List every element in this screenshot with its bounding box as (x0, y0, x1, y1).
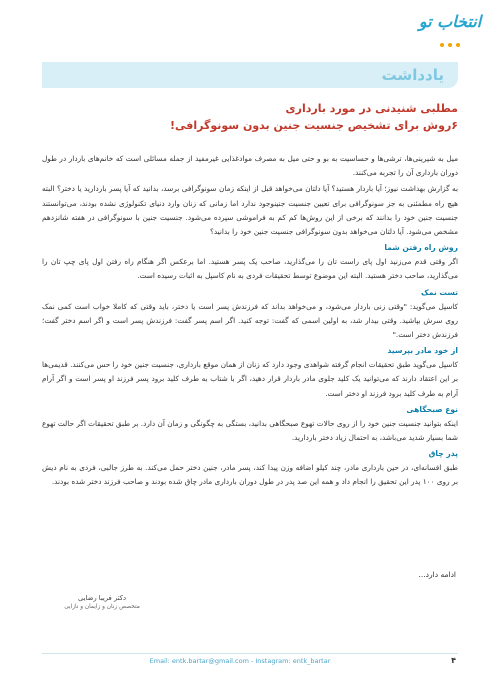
subheading-morning-sickness: نوع صبحگاهی (406, 404, 458, 414)
logo-dots (400, 32, 500, 38)
subheading-walking: روش راه رفتن شما (384, 243, 458, 253)
headline-line-1: مطلبی شنیدنی در مورد بارداری (285, 102, 458, 115)
headline-line-2: ۶روش برای تشخیص جنسیت جنین بدون سونوگرافی! (170, 119, 458, 132)
section-paragraph: اگر وقتی قدم می‌زنید اول پای راست تان را می‌گذارید، صاحب یک پسر هستید. اما برعکس اگر هنگام راه رفتن اول پای چپ تان را می‌گذارید، صاحب دختر هستید. البته این موضوع توسط تحقیقات فردی به نام کاسپل به اثبات رسیده است. (42, 257, 458, 281)
continued-note: ادامه دارد... (418, 570, 456, 579)
subheading-fat-father: پدر چاق (428, 449, 458, 459)
section-title: یادداشت (381, 66, 444, 84)
article-closing (42, 570, 458, 610)
page-footer (42, 653, 458, 670)
article-headline (42, 100, 458, 134)
page-number: ۴ (451, 656, 456, 665)
article-body (42, 152, 458, 492)
section-paragraph: اینکه بتوانید جنسیت جنین خود را از روی حالات تهوع صبحگاهی بدانید، بستگی به چگونگی و زمان آن دارد. بر طبق تحقیقات اگر حالت تهوع شما بسیار شدید می‌باشد، به احتمال زیاد دختر باردارید. (42, 418, 458, 443)
author-signature (42, 593, 162, 612)
section-paragraph: طبق افسانه‌ای، در حین بارداری مادر، چند کیلو اضافه وزن پیدا کند، پسر مادر، جنین دختر حمل می‌کند. به طرز جالبی، فردی به نام دیش بر روی ۱۰۰ پدر این تحقیق را انجام داد و همه این صد پدر در طول دوران بارداری مادر چاق شده بودند و صاحب فرزند دختر شده بودند. (42, 463, 458, 487)
author-name: دکتر فریبا رضایی (77, 594, 127, 602)
intro-paragraph: میل به شیرینی‌ها، ترشی‌ها و حساسیت به بو و حتی میل به مصرف موادغذایی غیرمفید از جمله مسائلی است که خانم‌های باردار در طول دوران بارداری آن را تجربه می‌کنند. (42, 154, 458, 178)
footer-contact: Email: entk.bartar@gmail.com - Instagram: entk_bartar (149, 657, 331, 665)
intro-paragraph: به گزارش بهداشت نیوز؛ آیا باردار هستید؟ آیا دلتان می‌خواهد قبل از اینکه زمان سونوگرافی برسد، بدانید که آیا پسر باردارید یا دختر؟ البته هیچ راه مطمئنی به جز سونوگرافی برای تعیین جنسیت جنینوجود ندارد اما زمانی که زنان وارد دنیای تکنولوژی نشده بودند، می‌توانستند جنسیت جنین خود را بدانند که برخی از این روش‌ها کم کم به فراموشی سپرده می‌شود. جنسیت جنین با سونوگرافی در هفته شانزدهم مشخص می‌شود. آیا دلتان می‌خواهد بدون سونوگرافی جنسیت جنین خود را بدانید؟ (42, 184, 458, 237)
section-paragraph: کاسپل می‌گوید: "وقتی زنی باردار می‌شود، و می‌خواهد بداند که فرزندش پسر است یا دختر، باید وقتی که کاملا خواب است کمی نمک روی سرش بپاشید. وقتی بیدار شد، به اولین اسمی که گفت: توجه کنید. اگر اسم پسر گفت: فرزندش پسر است و اگر اسم دختر گفت؛ فرزندش دختر است." (42, 301, 458, 340)
author-role: متخصص زنان و زایمان و نازایی (64, 604, 140, 610)
section-banner (42, 62, 458, 88)
subheading-salt-test: تست نمک (421, 287, 458, 297)
logo-text: انتخاب تو (418, 12, 482, 31)
subheading-ask-mother: از خود مادر بپرسید (387, 346, 458, 356)
section-paragraph: کاسپل می‌گوید طبق تحقیقات انجام گرفته شواهدی وجود دارد که زنان از همان موقع بارداری، جنسیت جنین خود را حس می‌کنند. قدیمی‌ها بر این اعتقاد دارند که می‌توانید یک کلید جلوی مادر باردار قرار دهید، اگر با شتاب به طرف کلید برود پسر فرزند او پسر است و اگر آرام آرام به طرف کلید برود فرزند او دختر است. (42, 360, 458, 398)
magazine-logo (400, 12, 500, 38)
